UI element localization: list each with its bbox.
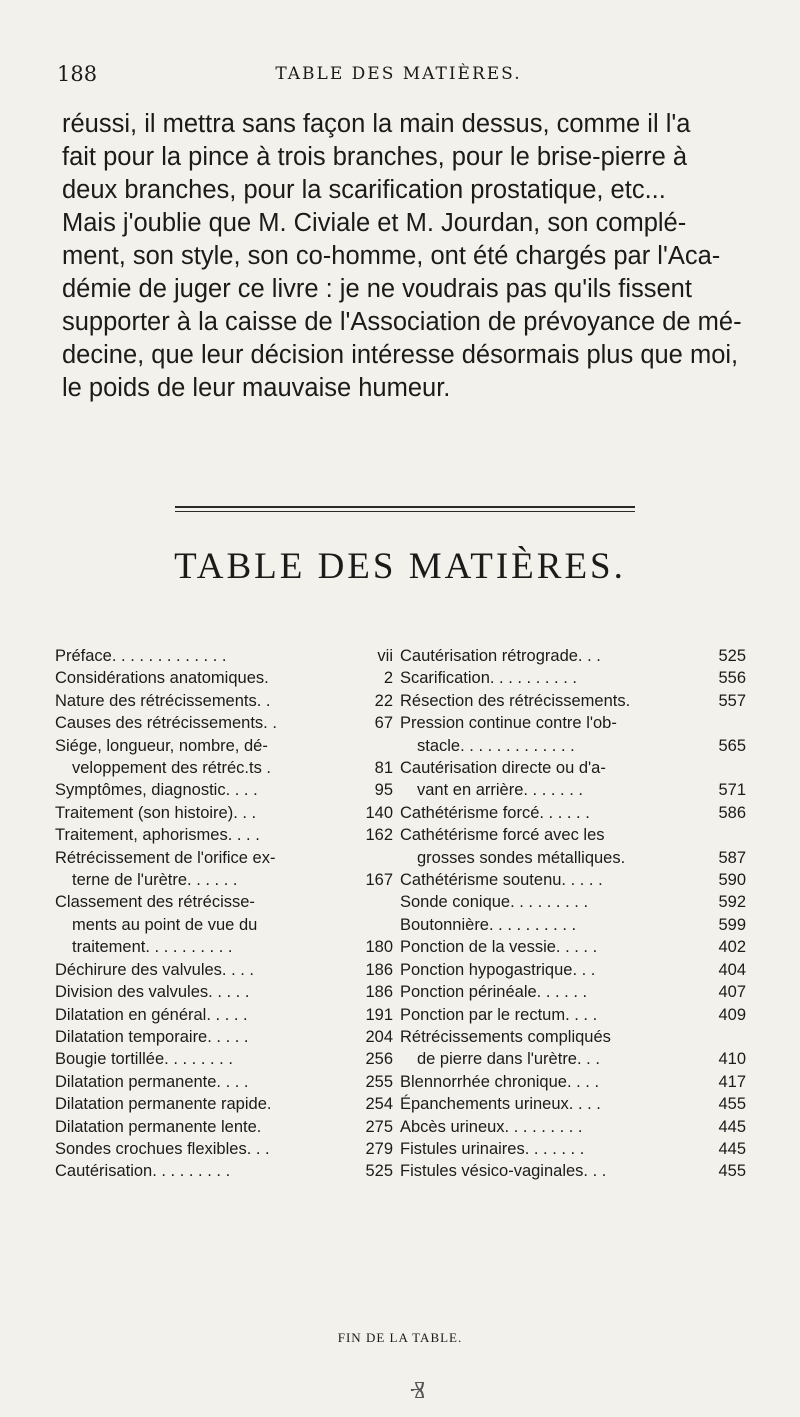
toc-entry — [55, 1004, 393, 1026]
toc-entry — [400, 712, 746, 734]
body-line: decine, que leur décision intéresse désormais plus que moi, — [62, 341, 739, 369]
toc-entry — [400, 757, 746, 779]
toc-entry — [55, 847, 393, 869]
body-paragraph — [62, 108, 750, 405]
toc-entry-title: Pression continue contre l'ob- — [400, 714, 617, 733]
toc-entry — [400, 1093, 746, 1115]
toc-entry — [55, 667, 393, 689]
toc-entry-title: Cathétérisme soutenu. . . . . — [400, 871, 603, 890]
toc-entry — [55, 1116, 393, 1138]
toc-entry-page: 407 — [718, 983, 746, 1002]
toc-entry-title: Abcès urineux. . . . . . . . . — [400, 1117, 583, 1136]
toc-entry — [400, 1004, 746, 1026]
toc-entry — [400, 824, 746, 846]
toc-entry-page: 204 — [365, 1027, 393, 1046]
toc-entry-page: 186 — [365, 983, 393, 1002]
toc-entry-page: 455 — [718, 1162, 746, 1181]
toc-entry-title: Traitement, aphorismes. . . . — [55, 826, 260, 845]
toc-entry-title: Dilatation en général. . . . . — [55, 1005, 248, 1024]
toc-entry — [400, 667, 746, 689]
toc-entry-page: 2 — [383, 669, 393, 688]
toc-entry — [400, 936, 746, 958]
toc-entry — [400, 1116, 746, 1138]
toc-entry-title: Considérations anatomiques. — [55, 669, 269, 688]
toc-entry-page: 599 — [718, 915, 746, 934]
toc-entry-title: Fistules vésico-vaginales. . . — [400, 1162, 607, 1181]
toc-entry-title: stacle. . . . . . . . . . . . . — [417, 736, 575, 755]
toc-entry — [55, 802, 393, 824]
toc-entry-title: Division des valvules. . . . . — [55, 983, 250, 1002]
toc-entry-title: Causes des rétrécissements. . — [55, 714, 277, 733]
toc-entry-title: Traitement (son histoire). . . — [55, 803, 257, 822]
toc-entry-page: 417 — [718, 1072, 746, 1091]
toc-entry — [400, 869, 746, 891]
toc-entry — [55, 824, 393, 846]
toc-heading: TABLE DES MATIÈRES. — [174, 546, 626, 587]
toc-entry-page: 565 — [718, 736, 746, 755]
toc-entry — [400, 1026, 746, 1048]
toc-entry — [400, 981, 746, 1003]
toc-entry-title: Épanchements urineux. . . . — [400, 1095, 601, 1114]
page-number: 188 — [57, 62, 98, 86]
body-line: démie de juger ce livre : je ne voudrais pas qu'ils fissent — [62, 275, 692, 303]
toc-entry — [55, 690, 393, 712]
body-line: le poids de leur mauvaise humeur. — [62, 374, 451, 402]
toc-entry — [400, 1138, 746, 1160]
toc-entry-title: vant en arrière. . . . . . . — [417, 781, 583, 800]
toc-entry-page: 191 — [365, 1005, 393, 1024]
toc-entry-title: Sonde conique. . . . . . . . . — [400, 893, 589, 912]
toc-entry-page: 140 — [365, 803, 393, 822]
toc-entry — [400, 891, 746, 913]
toc-entry-title: Préface. . . . . . . . . . . . . — [55, 647, 227, 665]
toc-entry — [400, 1071, 746, 1093]
toc-entry-page: 557 — [718, 691, 746, 710]
toc-entry-title: Boutonnière. . . . . . . . . . — [400, 915, 577, 934]
printer-mark: Ⱐ — [410, 1376, 425, 1404]
body-line: fait pour la pince à trois branches, pour le brise-pierre à — [62, 143, 688, 171]
toc-entry-page: 254 — [365, 1095, 393, 1114]
toc-entry-title: Résection des rétrécissements. — [400, 691, 631, 710]
toc-entry-page: 67 — [374, 714, 393, 733]
toc-entry-page: 162 — [365, 826, 393, 845]
toc-column-left — [55, 645, 393, 1183]
toc-entry-title: Rétrécissements compliqués — [400, 1027, 611, 1046]
toc-entry-page: 556 — [718, 669, 746, 688]
toc-entry-title: Cautérisation directe ou d'a- — [400, 759, 606, 778]
toc-entry — [400, 847, 746, 869]
toc-entry-title: Nature des rétrécissements. . — [55, 691, 271, 710]
toc-entry-title: Bougie tortillée. . . . . . . . — [55, 1050, 233, 1069]
toc-entry — [55, 1093, 393, 1115]
toc-entry-page: 95 — [374, 781, 393, 800]
toc-entry-page: 445 — [718, 1117, 746, 1136]
toc-entry-page: 81 — [374, 759, 393, 778]
toc-entry — [55, 981, 393, 1003]
toc-entry-title: Dilatation permanente. . . . — [55, 1072, 249, 1091]
running-head — [57, 62, 740, 88]
toc-entry-page: 590 — [718, 871, 746, 890]
body-line: Mais j'oublie que M. Civiale et M. Jourdan, son complé- — [62, 209, 687, 237]
toc-entry-title: Déchirure des valvules. . . . — [55, 960, 254, 979]
toc-entry — [55, 1138, 393, 1160]
toc-entry-title: Ponction de la vessie. . . . . — [400, 938, 598, 957]
toc-entry-page: 256 — [365, 1050, 393, 1069]
toc-entry-title: Ponction par le rectum. . . . — [400, 1005, 598, 1024]
toc-entry-page: 525 — [365, 1162, 393, 1181]
toc-entry-title: Cautérisation. . . . . . . . . — [55, 1162, 231, 1181]
toc-entry-page: 587 — [718, 848, 746, 867]
toc-entry-page: 22 — [374, 691, 393, 710]
toc-entry — [400, 690, 746, 712]
toc-entry-title: Symptômes, diagnostic. . . . — [55, 781, 258, 800]
toc-entry — [55, 1071, 393, 1093]
toc-entry-title: Rétrécissement de l'orifice ex- — [55, 848, 276, 867]
toc-entry — [400, 735, 746, 757]
toc-entry — [55, 1026, 393, 1048]
toc-entry-page: 455 — [718, 1095, 746, 1114]
toc-entry — [55, 779, 393, 801]
toc-entry — [400, 779, 746, 801]
toc-entry — [55, 959, 393, 981]
toc-entry-title: Sondes crochues flexibles. . . — [55, 1139, 270, 1158]
toc-entry-title: traitement. . . . . . . . . . — [72, 938, 233, 957]
toc-entry-title: Cathétérisme forcé avec les — [400, 826, 605, 845]
toc-entry-title: veloppement des rétréc.ts . — [72, 759, 272, 778]
toc-entry — [55, 891, 393, 913]
toc-entry-title: Blennorrhée chronique. . . . — [400, 1072, 600, 1091]
body-line: deux branches, pour la scarification prostatique, etc... — [62, 176, 666, 204]
toc-entry-page: 255 — [365, 1072, 393, 1091]
toc-end-note: FIN DE LA TABLE. — [337, 1330, 463, 1345]
toc-entry — [55, 735, 393, 757]
toc-entry — [55, 757, 393, 779]
toc-entry — [55, 645, 393, 667]
toc-entry-title: Cautérisation rétrograde. . . — [400, 647, 601, 665]
toc-entry-page: 275 — [365, 1117, 393, 1136]
toc-entry — [400, 802, 746, 824]
toc-entry-title: Dilatation temporaire. . . . . — [55, 1027, 249, 1046]
toc-entry — [55, 712, 393, 734]
toc-entry-page: 180 — [365, 938, 393, 957]
toc-entry — [55, 936, 393, 958]
toc-entry-title: terne de l'urètre. . . . . . — [72, 871, 238, 890]
toc-entry-title: de pierre dans l'urètre. . . — [417, 1050, 600, 1069]
section-divider — [175, 506, 635, 516]
toc-entry-title: Scarification. . . . . . . . . . — [400, 669, 577, 688]
toc-entry-page: 167 — [365, 871, 393, 890]
running-title: TABLE DES MATIÈRES. — [275, 64, 522, 84]
toc-entry-page: vii — [377, 647, 393, 665]
body-line: ment, son style, son co-homme, ont été chargés par l'Aca- — [62, 242, 721, 270]
toc-entry-page: 186 — [365, 960, 393, 979]
toc-entry-title: Dilatation permanente lente. — [55, 1117, 262, 1136]
toc-entry-title: Classement des rétrécisse- — [55, 893, 255, 912]
toc-entry — [55, 914, 393, 936]
toc-entry-page: 409 — [718, 1005, 746, 1024]
toc-entry — [400, 1160, 746, 1182]
toc-entry — [400, 645, 746, 667]
toc-entry-page: 279 — [365, 1139, 393, 1158]
body-line: réussi, il mettra sans façon la main dessus, comme il l'a — [62, 110, 691, 138]
body-line: supporter à la caisse de l'Association de prévoyance de mé- — [62, 308, 742, 336]
toc-entry-title: grosses sondes métalliques. — [417, 848, 626, 867]
toc-entry — [400, 959, 746, 981]
toc-entry-title: Cathétérisme forcé. . . . . . — [400, 803, 590, 822]
toc-entry-page: 404 — [718, 960, 746, 979]
toc-entry-title: Ponction périnéale. . . . . . — [400, 983, 588, 1002]
toc-entry — [55, 1160, 393, 1182]
toc-entry — [55, 1048, 393, 1070]
toc-entry-page: 525 — [718, 647, 746, 665]
toc-entry-page: 592 — [718, 893, 746, 912]
toc-column-right — [400, 645, 746, 1183]
toc-entry-title: Fistules urinaires. . . . . . . — [400, 1139, 585, 1158]
toc-entry-page: 586 — [718, 803, 746, 822]
toc-entry — [55, 869, 393, 891]
toc-entry-page: 402 — [718, 938, 746, 957]
toc-entry-page: 445 — [718, 1139, 746, 1158]
toc-entry — [400, 1048, 746, 1070]
toc-entry-page: 571 — [718, 781, 746, 800]
toc-entry-title: Ponction hypogastrique. . . — [400, 960, 596, 979]
toc-entry-title: Siége, longueur, nombre, dé- — [55, 736, 268, 755]
toc-entry-title: Dilatation permanente rapide. — [55, 1095, 272, 1114]
toc-entry — [400, 914, 746, 936]
toc-entry-page: 410 — [718, 1050, 746, 1069]
toc-entry-title: ments au point de vue du — [72, 915, 258, 934]
